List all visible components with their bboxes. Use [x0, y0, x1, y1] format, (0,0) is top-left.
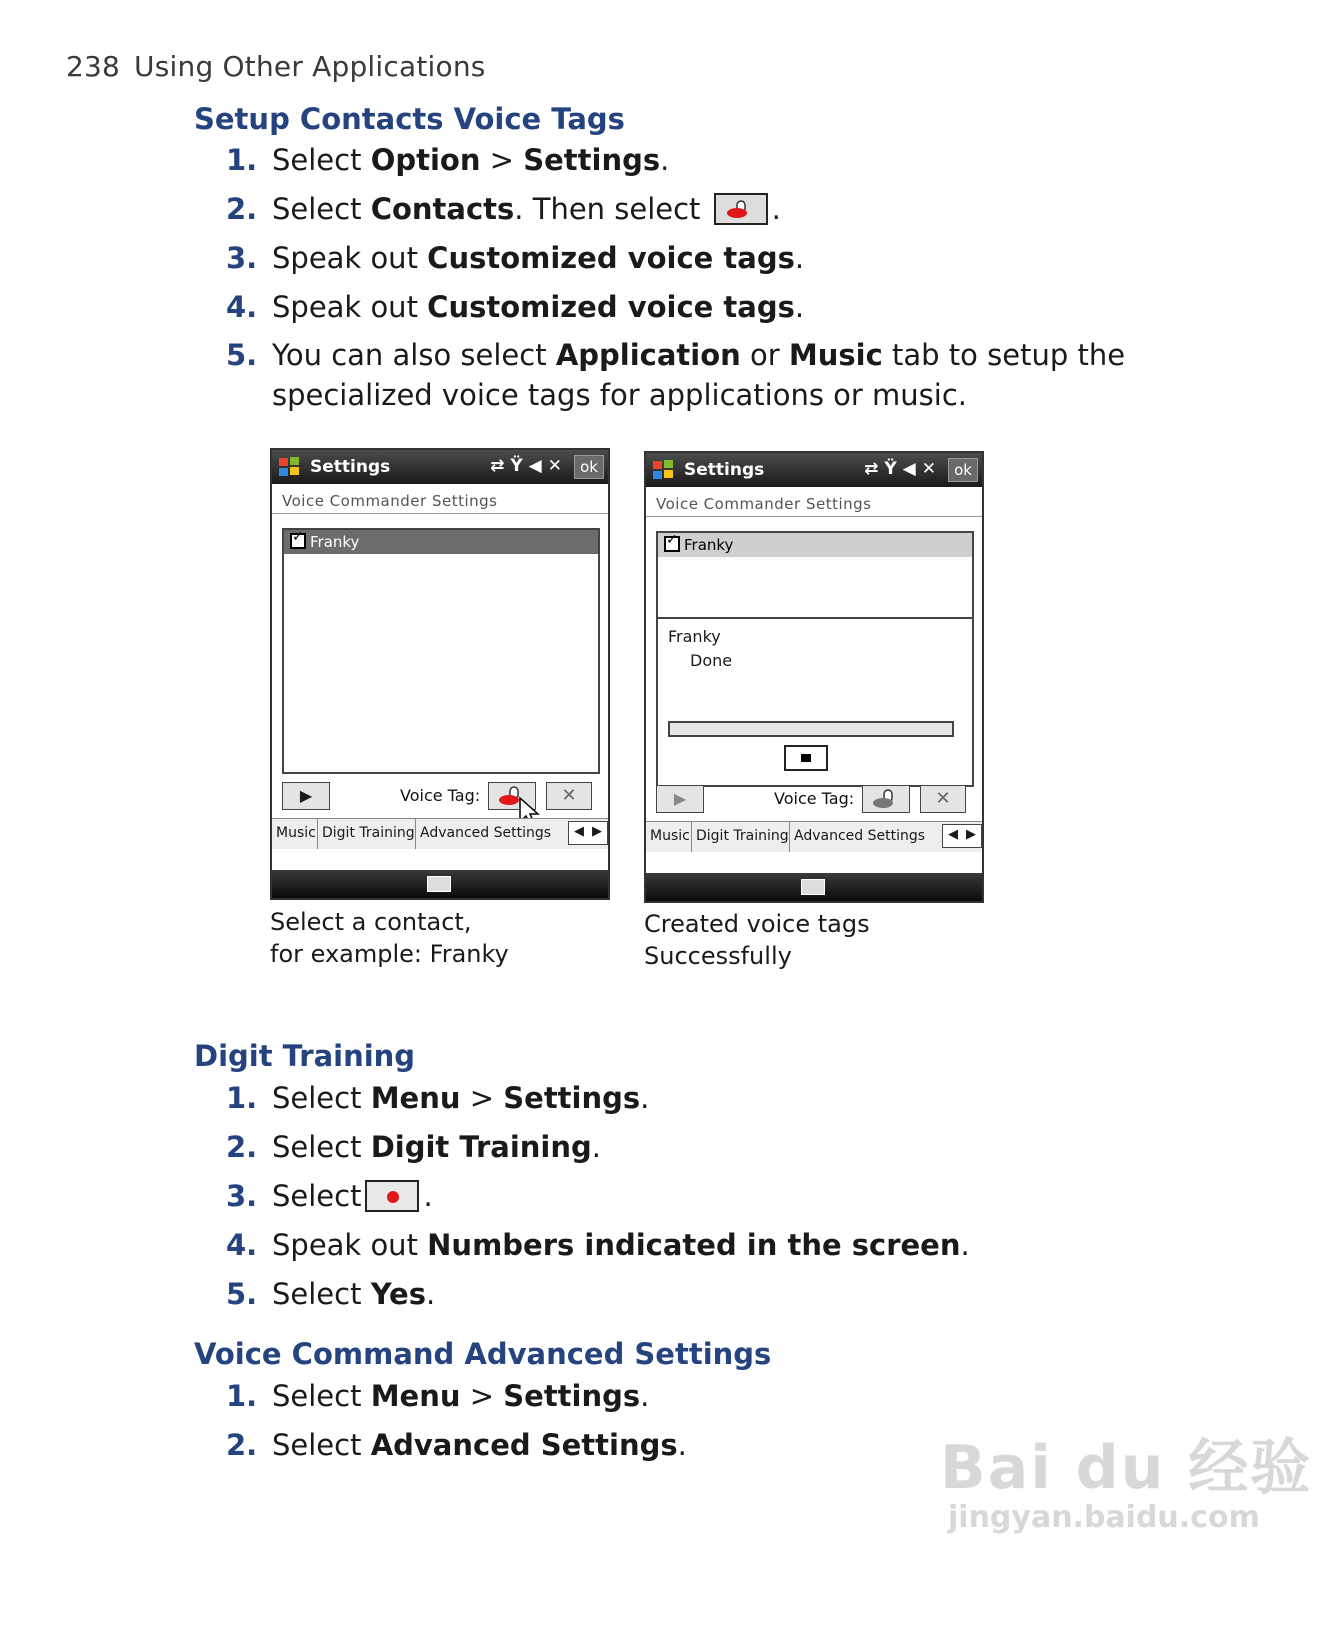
list-item-contact[interactable]: [284, 530, 598, 554]
tab-advanced-settings[interactable]: Advanced Settings: [420, 825, 552, 841]
step-text: Select: [272, 143, 371, 177]
screenshot-select-contact: [270, 448, 610, 900]
chapter-title: Using Other Applications: [134, 50, 486, 83]
section-title-digit-training: Digit Training: [194, 1039, 416, 1073]
title-bar: [272, 450, 608, 484]
screen-subtitle: Voice Commander Settings: [646, 487, 982, 517]
step-bold: Application: [555, 338, 741, 372]
windows-start-icon[interactable]: [652, 459, 674, 481]
tab-music[interactable]: Music: [272, 819, 318, 849]
step-text: Select: [272, 1081, 371, 1115]
step-text: .: [423, 1179, 433, 1213]
step-bold: Settings: [503, 1081, 641, 1115]
step-bold: Numbers indicated in the screen: [427, 1228, 961, 1262]
step-number: 2.: [226, 192, 258, 226]
arrow-left-icon[interactable]: ◀: [574, 824, 584, 839]
title-bar: [646, 453, 982, 487]
step-text: Speak out: [272, 241, 428, 275]
step-number: 5.: [226, 1277, 258, 1311]
keyboard-icon[interactable]: [801, 879, 825, 895]
delete-button[interactable]: [546, 782, 592, 810]
arrow-right-icon[interactable]: ▶: [592, 824, 602, 839]
step-item: [226, 287, 1226, 327]
step-bold: Contacts: [370, 192, 515, 226]
step-bold: Option: [370, 143, 481, 177]
keyboard-icon[interactable]: [427, 876, 451, 892]
step-item: [226, 238, 1226, 278]
page-number: 238: [66, 50, 121, 83]
step-text: >: [460, 1379, 504, 1413]
step-text: .: [425, 1277, 436, 1311]
step-bold: Music: [788, 338, 883, 372]
section-title-advanced-settings: Voice Command Advanced Settings: [194, 1337, 772, 1371]
step-text: .: [794, 290, 805, 324]
step-item: [226, 1225, 1226, 1265]
screenshot-voice-tag-created: [644, 451, 984, 903]
checkbox-icon[interactable]: [664, 536, 680, 552]
step-text: .: [660, 143, 670, 177]
step-number: 5.: [226, 338, 258, 372]
step-text: Select: [272, 192, 371, 226]
voice-tag-label: Voice Tag:: [774, 789, 855, 808]
step-item: [226, 189, 1226, 229]
digit-training-steps: [226, 1078, 1226, 1314]
voice-tag-icon: [871, 788, 901, 810]
caption-line: Created voice tags: [644, 910, 870, 938]
step-item: [226, 140, 1226, 180]
step-number: 1.: [226, 143, 258, 177]
step-bold: Menu: [370, 1379, 461, 1413]
step-text: .: [677, 1428, 687, 1462]
contact-name: Franky: [310, 533, 360, 551]
watermark-url: jingyan.baidu.com: [948, 1500, 1260, 1535]
delete-button[interactable]: [920, 785, 966, 813]
step-text: Select: [272, 1277, 371, 1311]
step-bold: Settings: [503, 1379, 641, 1413]
stop-icon: [801, 754, 811, 762]
step-item: [226, 1274, 1226, 1314]
play-button[interactable]: [656, 785, 704, 813]
step-item: [226, 1078, 1226, 1118]
step-number: 3.: [226, 241, 258, 275]
step-text: or: [740, 338, 789, 372]
ok-button[interactable]: ok: [948, 458, 978, 482]
step-bold: Yes: [370, 1277, 426, 1311]
step-text: >: [480, 143, 524, 177]
step-bold: Customized voice tags: [427, 290, 795, 324]
caption-right: [644, 908, 870, 972]
step-text: Speak out: [272, 290, 428, 324]
step-number: 4.: [226, 1228, 258, 1262]
window-title: Settings: [310, 457, 391, 477]
voice-tag-button[interactable]: [862, 785, 910, 813]
step-text: .: [794, 241, 805, 275]
step-bold: Advanced Settings: [370, 1428, 678, 1462]
step-number: 1.: [226, 1081, 258, 1115]
stop-button[interactable]: [784, 745, 828, 771]
close-icon: ✕: [935, 788, 951, 809]
recording-contact-name: Franky: [668, 627, 721, 646]
watermark-logo: Bai du 经验: [940, 1433, 1313, 1503]
step-bold: Digit Training: [370, 1130, 592, 1164]
step-text: Select: [272, 1179, 362, 1213]
windows-start-icon[interactable]: [278, 456, 300, 478]
step-text: Select: [272, 1379, 371, 1413]
window-title: Settings: [684, 460, 765, 480]
step-number: 2.: [226, 1130, 258, 1164]
control-row: [656, 785, 964, 815]
step-text: >: [460, 1081, 504, 1115]
step-bold: Settings: [523, 143, 661, 177]
step-text: You can also select: [272, 338, 556, 372]
close-icon: ✕: [561, 785, 577, 806]
tab-digit-training[interactable]: Digit Training: [318, 819, 416, 849]
play-icon: ▶: [673, 789, 687, 808]
input-bar: [646, 873, 982, 901]
play-icon: ▶: [299, 786, 313, 805]
input-bar: [272, 870, 608, 898]
caption-line: Successfully: [644, 942, 792, 970]
step-item: [226, 1376, 1226, 1416]
running-head: [66, 50, 486, 83]
recording-progress-bar: [668, 721, 954, 737]
voice-tag-record-button[interactable]: [714, 193, 768, 225]
contact-list[interactable]: [656, 531, 974, 619]
tab-advanced-settings[interactable]: Advanced Settings: [794, 828, 926, 844]
step-bold: Customized voice tags: [427, 241, 795, 275]
step-item: [226, 1176, 1226, 1216]
step-number: 2.: [226, 1428, 258, 1462]
tab-bar: [272, 818, 608, 849]
step-number: 3.: [226, 1179, 258, 1213]
system-status-icons: ⇄Ÿ◀✕: [490, 456, 568, 476]
section-title-voice-tags: Setup Contacts Voice Tags: [194, 102, 625, 136]
tab-digit-training[interactable]: Digit Training: [692, 822, 790, 852]
step-text: tab to setup the specialized voice tags for applications or music.: [272, 338, 1126, 412]
voice-tags-steps: [226, 140, 1226, 415]
list-item-contact[interactable]: [658, 533, 972, 557]
voice-tag-icon: [726, 199, 756, 221]
caption-line: Select a contact,: [270, 908, 472, 936]
step-text: .: [771, 192, 781, 226]
record-button[interactable]: [365, 1180, 419, 1212]
step-text: .: [640, 1379, 650, 1413]
arrow-left-icon[interactable]: ◀: [948, 827, 958, 842]
voice-tag-label: Voice Tag:: [400, 786, 481, 805]
step-text: .: [640, 1081, 650, 1115]
tab-scroll-arrows[interactable]: [942, 824, 982, 848]
system-status-icons: ⇄Ÿ◀✕: [864, 459, 942, 479]
step-text: Select: [272, 1428, 371, 1462]
checkbox-icon[interactable]: [290, 533, 306, 549]
contact-name: Franky: [684, 536, 734, 554]
screen-subtitle: Voice Commander Settings: [272, 484, 608, 514]
ok-button[interactable]: ok: [574, 455, 604, 479]
tab-scroll-arrows[interactable]: [568, 821, 608, 845]
step-item: [226, 1127, 1226, 1167]
step-text: .: [960, 1228, 970, 1262]
tab-music[interactable]: Music: [646, 822, 692, 852]
control-row: [282, 782, 590, 812]
step-text: . Then select: [514, 192, 701, 226]
step-item: [226, 335, 1226, 415]
step-bold: Menu: [370, 1081, 461, 1115]
step-text: Speak out: [272, 1228, 428, 1262]
recording-status: Done: [690, 651, 733, 670]
recording-panel: [656, 619, 974, 787]
tab-bar: [646, 821, 982, 852]
step-number: 4.: [226, 290, 258, 324]
step-number: 1.: [226, 1379, 258, 1413]
caption-left: [270, 906, 509, 970]
step-text: Select: [272, 1130, 371, 1164]
caption-line: for example: Franky: [270, 940, 509, 968]
arrow-right-icon[interactable]: ▶: [966, 827, 976, 842]
step-text: .: [591, 1130, 601, 1164]
play-button[interactable]: [282, 782, 330, 810]
contact-list[interactable]: [282, 528, 600, 774]
